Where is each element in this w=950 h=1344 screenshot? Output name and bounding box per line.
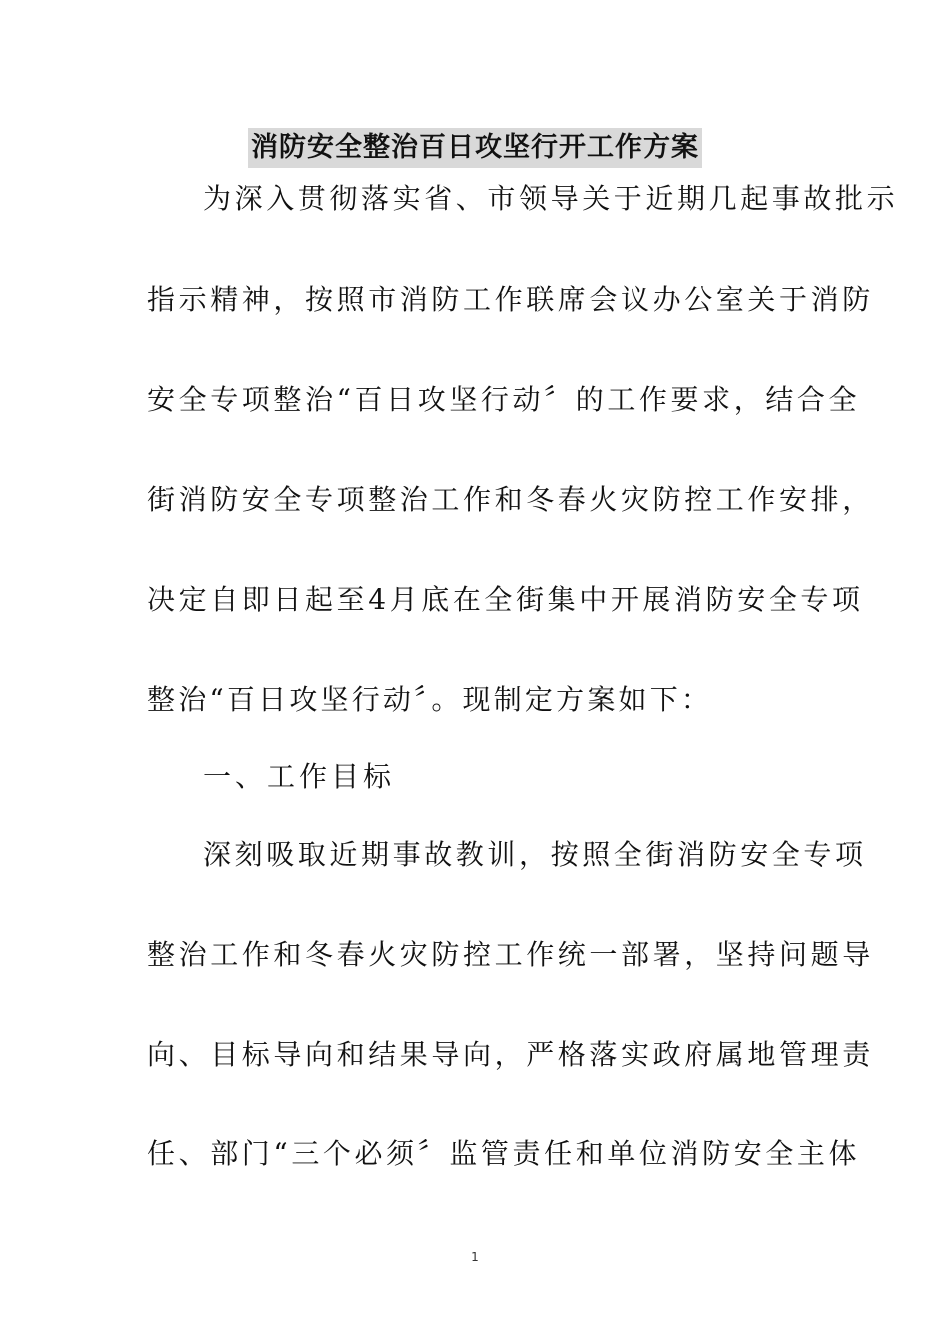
page-number: 1: [471, 1250, 479, 1264]
body-line-9: 向、目标导向和结果导向，严格落实政府属地管理责: [147, 1038, 874, 1071]
document-title-bar: [0, 128, 950, 168]
document-title: 消防安全整治百日攻坚行开工作方案: [248, 128, 702, 168]
body-line-8: 整治工作和冬春火灾防控工作统一部署，坚持问题导: [147, 938, 874, 971]
body-line-10: 任、部门“三个必须〞监管责任和单位消防安全主体: [147, 1137, 861, 1170]
body-line-4: 街消防安全专项整治工作和冬春火灾防控工作安排，: [147, 483, 874, 516]
section-heading: 一、工作目标: [203, 760, 396, 793]
body-line-5: 决定自即日起至4月底在全街集中开展消防安全专项: [147, 583, 864, 616]
body-line-7: 深刻吸取近期事故教训，按照全街消防安全专项: [203, 838, 867, 871]
body-line-2: 指示精神，按照市消防工作联席会议办公室关于消防: [147, 283, 874, 316]
body-line-6: 整治“百日攻坚行动〞。现制定方案如下：: [147, 683, 713, 716]
body-line-3: 安全专项整治“百日攻坚行动〞的工作要求，结合全: [147, 383, 861, 416]
body-line-1: 为深入贯彻落实省、市领导关于近期几起事故批示: [203, 182, 899, 215]
